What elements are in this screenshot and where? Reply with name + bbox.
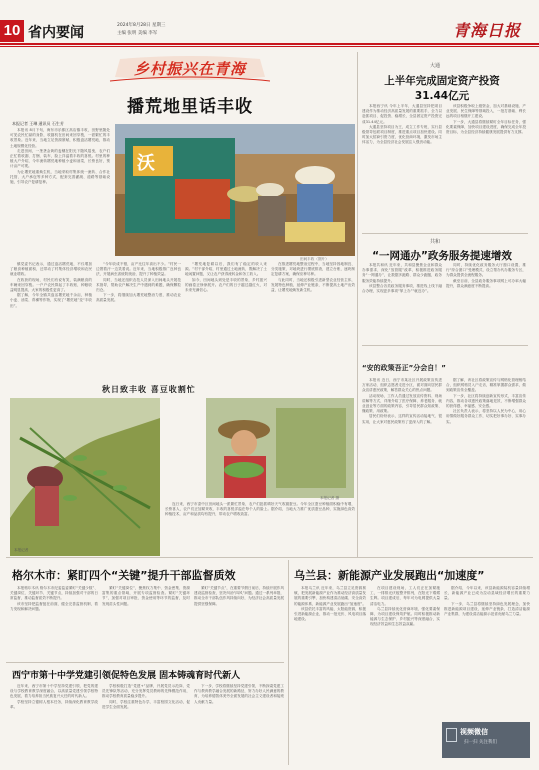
- farmer-portrait-photo: [206, 398, 354, 498]
- svg-text:沃: 沃: [137, 153, 155, 174]
- ad-subtitle: 扫一扫 关注我们: [464, 740, 497, 745]
- wulan-body-2: 在项目建设现场，工人们正在加紧施工，一排排光伏板整齐排列，在阳光下熠熠生辉。项目建成后，每年可为电网提供大量清洁电力。 乌兰县持续优化营商环境，强化要素保障，为项目建设保驾护航。同时积极推动新能源与生态保护、乡村振兴等深度融合，实现经济效益和生态效益双赢。: [370, 586, 440, 627]
- feature-kicker: 乡村振兴在青海: [133, 60, 246, 78]
- photo-section-heading: 秋日致丰收 喜豆收割忙: [102, 385, 196, 394]
- feature-body-2: 镇党委书记表示，通过盘活撂荒地，不仅增加了粮食种植面积，还带动了村集体经济增收和农民就业增收。 在收获的现场，村民们有说有笑，装满粮食的车辆来回穿梭。一户户农民算起了丰收账，种粮收益明显提高，大家的积极性更高了。 据了解，今年全镇共盘活撂荒地千余亩，种植小麦、油菜、青稞等作物，实现了“撂荒地”变“丰收田”。: [10, 262, 92, 308]
- policy-headline: “安的政策吾正”分会自！”: [362, 364, 446, 372]
- school-body-2: 学校积极打造“党建+”品牌，开展党员示范岗、党员先锋队等活动，充分发挥党员教师的先锋模范作用，推动学校教育质量稳步提升。 同时，学校注重特色办学，丰富校园文化活动，促进学生全面发展。: [102, 684, 190, 709]
- harvest-photo: [115, 124, 355, 256]
- photo-signature: 本报记者: [14, 548, 29, 552]
- region-kicker-gonghe: 共和: [430, 239, 441, 245]
- golmud-body-1: 本报格尔木讯 格尔木市纪委监委紧盯“关键少数”、关键岗位、关键环节、关键节点，持续加强对干部的日常监督，推动监督质效不断提升。 该市坚持把监督挺在前面，健全完善监督机制，着力发现和解决问题。: [10, 586, 98, 611]
- page-number: 10: [0, 20, 24, 42]
- feature-byline: 本报记者 王琳 通讯员 石生芳: [12, 121, 64, 126]
- school-body-3: 下一步，学校将继续坚持党建引领，不断探索党建工作与教育教学融合发展的新路径，努力办好人民满意的教育，为培养德智体美劳全面发展的社会主义建设者和接班人贡献力量。: [194, 684, 284, 704]
- policy-body-1: 本报讯 近日，西宁市某社区开展政策宣传进万家活动，组织志愿者走进小区，面对面向居民群众宣讲惠民政策，解答群众关心的热点问题。 活动现场，工作人员通过发放宣传资料、现场讲解等方式，详细介绍了医疗保障、养老服务、就业创业等方面的政策内容，引导居民群众知政策、懂政策、用政策。 居民们纷纷表示，这样的宣传活动接地气、很实用，让大家对惠民政策有了更深入的了解。: [362, 378, 442, 424]
- wulan-headline: 乌兰县：新能源产业发展跑出“加速度”: [294, 569, 485, 582]
- feature-body-1: 本报讯 8月下旬，海东市乐都区高店镇丰收，田野里随处可见农民忙碌的身影，收割机在田间来回穿梭，一派繁忙的丰收景象。近年来，当地立足资源禀赋，积极盘活撂荒地，推动土地规模化经营。 走进田间，一垄垄金黄的麦穗在阳光下随风摇曳，农户们正忙着收割、打捆、装车，脸上洋溢着丰收的喜悦。村里的种植大户介绍，今年流转撂荒地种植小麦和油菜，长势良好，预计亩产可观。 为让撂荒地重焕生机，当地采取村集体统一流转、合作社托管、大户承包等多种方式，配套完善灌溉、道路等基础设施，引导农户复耕复种。: [10, 128, 110, 185]
- feature-banner: [100, 55, 280, 85]
- masthead-logo: 青海日报: [452, 21, 521, 40]
- photo-credit: 田间丰收（图片）: [300, 257, 329, 261]
- feature-body-3: “今年收成不错，亩产比往年高出不少。”村民一边擦着汗一边笑着说。近年来，当地积极推广良种良法，开展病虫害统防统治，提升了种植效益。 同时，当地还组织农技人员深入田间地头开展技术指导，帮助农户解决生产中遇到的难题，确保颗粒归仓。 下一步，将继续加大撂荒地整治力度，推动农业高质量发展。: [96, 262, 181, 303]
- gonghe-headline: “一网通办”政务服务提速增效: [372, 250, 512, 262]
- feature-body-4: “撂荒地复耕以后，我们有了稳定的收入来源。”村干部介绍，村里通过土地流转，既解决了土地闲置问题，又让农户获得流转金和务工收入。 如今，田间地头到处是丰收的景象，乡村振兴的画卷正徐徐展开。农户们的日子越过越红火，对未来充满信心。: [185, 262, 267, 293]
- page-header: [0, 20, 539, 42]
- issue-date: 2024年8月28日 星期三: [117, 23, 166, 28]
- feature-title: 播荒地里话丰收: [127, 97, 253, 117]
- ad-title: 视频微信: [460, 728, 488, 736]
- golmud-body-3: 紧盯“关键节点”，在重要节假日前后，持续开展作风建设监督检查，坚决纠治“四风”问题。通过一系列举措，推动全市干部队伍作风持续向好，为经济社会高质量发展提供坚强保障。: [194, 586, 284, 606]
- feature-body-5: 在推进撂荒地整治过程中，当地坚持因地制宜、分类施策，对地块进行摸底排查，建立台账，逐块制定复耕方案，确保应种尽种。 与此同时，当地还积极引进新型农业经营主体，发展特色种植，延伸产业链条，不断提高土地产出效益，让撂荒地焕发新生机。: [271, 262, 355, 293]
- datong-headline-2: 31.44亿元: [414, 90, 470, 102]
- golmud-body-2: 紧盯“关键岗位”，聚焦权力集中、资金密集、资源富集的重点领域，开展专项监督检查。紧盯“关键环节”，加强对项目审批、资金使用等环节的监督，及时发现苗头性问题。: [102, 586, 190, 606]
- farmer-hat-icon: [206, 398, 354, 498]
- school-headline: 西宁市第十中学党建引领促特色发展 固本铸魂育时代新人: [12, 671, 241, 681]
- photo-section-body: 连日来，西宁市湟中区田间地头一派繁忙景象，农户们抢抓晴好天气收割蚕豆。今年全区蚕豆种植面积稳中有增，长势喜人，农户们正加紧采收，丰收的喜悦洋溢在每个人的脸上。据介绍，当地大力推广优质蚕豆品种，实施绿色高效种植技术，亩产和品质均有提升，带动农户增收致富。: [165, 502, 355, 517]
- qr-code-icon: [446, 728, 457, 742]
- gonghe-body-1: 本报共和讯 近年来，共和县聚焦企业和群众办事需求，深化“放管服”改革，积极推进政务服务“一网通办”，让数据多跑路、群众少跑腿，政务服务效能持续提升。 该县整合各类政务服务事项，推进线上线下融合办理，实现更多事项“掌上办”“就近办”。: [362, 263, 442, 294]
- section-divider: [362, 233, 528, 234]
- gonghe-body-2: 同时，持续优化政务服务大厅窗口设置，推行“综合窗口”受理模式，设立帮办代办服务专区，为群众提供全流程服务。 截至目前，全县政务服务事项网上可办率大幅提升，群众满意度不断提高。: [446, 263, 526, 288]
- datong-headline-1: 上半年完成固定资产投资: [384, 75, 500, 87]
- datong-body-1: 本报西宁讯 今年上半年，大通县坚持把项目建设作为推动经济高质量发展的重要抓手，全力以赴抓项目、促投资、稳增长，全县固定资产投资完成31.44亿元。 大通县坚持项目为王，成立工作专班，实行县级领导包联项目制度，推进重点项目加快建设。同时加大招商引资力度，优化营商环境，激发市场主体活力，为全县经济社会发展注入强劲动能。: [362, 104, 442, 145]
- header-rule: [0, 43, 539, 45]
- pea-harvest-photo: [10, 398, 160, 556]
- region-kicker-datong: 大通: [430, 63, 441, 69]
- editor-line: 主编 张明 美编 李军: [117, 31, 158, 36]
- pea-plant-icon: [10, 398, 160, 556]
- section-title: 省内要闻: [28, 25, 84, 41]
- header-rule-thin: [0, 46, 539, 47]
- datong-body-2: 该县积极争取上级资金，加大对基础设施、产业发展、民生保障等领域投入，一批打基础、利长远的项目相继开工建设。 下一步，大通县将继续紧盯全年目标任务，强化要素保障，加快项目建设进度，确保完成全年投资目标，为全县经济持续健康发展提供有力支撑。: [446, 104, 526, 135]
- section-divider: [362, 345, 528, 346]
- section-divider: [6, 662, 284, 663]
- golmud-headline: 格尔木市：紧盯四个“关键”提升干部监督质效: [12, 569, 236, 582]
- column-divider: [288, 560, 289, 765]
- qr-ad-box[interactable]: [442, 722, 530, 758]
- school-body-1: 近年来，西宁市第十中学坚持党建引领，把党的建设与学校教育教学深度融合，以高质量党建引领学校特色发展，着力培养担当民族复兴大任的时代新人。 学校坚持立德树人根本任务，持续深化教育教学改革。: [10, 684, 98, 709]
- column-divider: [357, 52, 358, 557]
- section-divider: [6, 557, 533, 558]
- wulan-body-1: 本报乌兰讯 近年来，乌兰县立足资源禀赋，把发展新能源产业作为推动经济高质量发展的重要引擎，加快构建清洁低碳、安全高效的能源体系，新能源产业发展跑出“加速度”。 该县依托丰富的风能、太阳能资源，积极引进新能源企业，推动一批光伏、风电项目落地建设。: [294, 586, 366, 622]
- wulan-body-3: 据介绍，今年以来，该县新能源装机容量持续增长，新能源产业已成为拉动县域经济增长的重要力量。 下一步，乌兰县将继续坚持绿色发展理念，加快推进新能源项目建设，延伸产业链条，打造清洁能源产业集群，为建设清洁能源示范省贡献乌兰力量。: [444, 586, 530, 617]
- photo2-credit: 本报记者 摄: [320, 496, 340, 500]
- policy-body-2: 据了解，该社区将政策宣传与网格化管理相结合，组织网格员入户走访，精准掌握群众需求，做到政策宣传全覆盖。 下一步，社区将持续创新宣传形式，丰富宣传内容，推动各项惠民政策落地见效，不断增强群众的获得感、幸福感、安全感。 社区负责人表示，将坚持以人民为中心，用心用情做好服务群众工作，切实把好事办好、实事办实。: [446, 378, 526, 424]
- harvest-scene-icon: [115, 124, 355, 256]
